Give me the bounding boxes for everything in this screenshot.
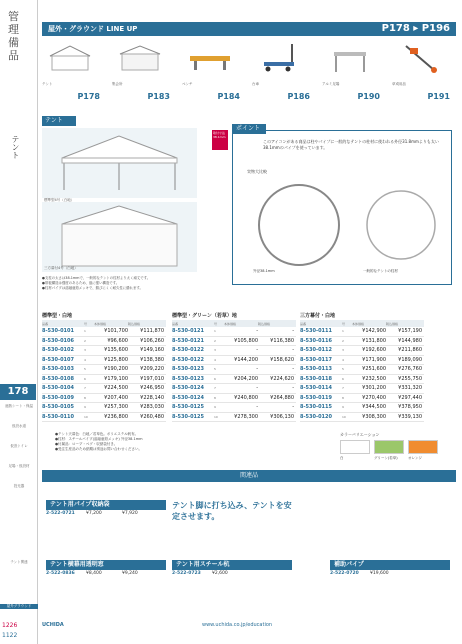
pipe-comparison xyxy=(241,177,451,277)
table-row: 8-530-0109 8 ¥207,400 ¥228,140 xyxy=(42,394,166,404)
table-row: 8-530-0106 2 ¥96,600 ¥106,260 xyxy=(42,337,166,347)
spec-list: ●支柱の太さは38.1mmで、一般的なテントの柱材より太く頑丈です。 ●帯板構造は強度のあるため、風に強い構造です。 ●柱材パイプは溶融亜鉛メッキで、錆びにくく耐久性に優れます。 xyxy=(42,276,151,290)
table-row: 8-530-0101 1 ¥101,700 ¥111,870 xyxy=(42,327,166,337)
table-row: 8-530-0120 10 ¥308,300 ¥339,130 xyxy=(300,413,424,423)
point-header: ポイント xyxy=(232,124,266,134)
table-row: 8-530-0121 2 ¥105,800 ¥116,380 xyxy=(172,337,296,347)
table-row: 8-530-0122 3 - - xyxy=(172,346,296,356)
table-row: 8-530-0118 6 ¥232,500 ¥255,750 xyxy=(300,375,424,385)
table-row: 8-530-0125 10 ¥278,300 ¥306,130 xyxy=(172,413,296,423)
page-ref: 1122 xyxy=(2,632,18,639)
photo2-caption: 三方幕付4号（白地） xyxy=(44,266,78,270)
brand: UCHIDA xyxy=(42,622,64,628)
table-row: 8-530-0124 7 - - xyxy=(172,384,296,394)
point-box xyxy=(232,130,452,285)
swatch-white xyxy=(340,440,370,454)
photo1-caption: 標準型4号（白地） xyxy=(44,198,75,202)
table-row: 8-530-0110 10 ¥236,800 ¥260,480 xyxy=(42,413,166,423)
table-row: 8-530-0111 1 ¥142,900 ¥157,190 xyxy=(300,327,424,337)
table-row: 8-530-0116 2 ¥131,800 ¥144,980 xyxy=(300,337,424,347)
thumb-scaffold[interactable]: アルミ足場 P190 xyxy=(322,38,380,86)
promo-text: テント脚に打ち込み、テントを安定させます。 xyxy=(172,501,292,521)
table-row: 8-530-0102 3 ¥135,600 ¥149,160 xyxy=(42,346,166,356)
sidebar-item-active[interactable]: 屋外グラウンド xyxy=(0,604,38,609)
table-threeside-white: 三方幕付・白地 品番 号 本体価格 税込価格 8-530-0111 1 ¥142,900 ¥157,190 8-530-0116 2 ¥131,800 ¥144,980 8-530-0112 3 ¥192,600 ¥211,860 8-530-0117 4 ¥171,900 ¥189,090 8-530-0113 5 ¥251,600 ¥276,760 8-530-0118 6 ¥232,500 ¥255,750 8-530-0114 7 ¥301,200 ¥331,320 8-530-0119 8 ¥270,400 ¥297,440 8-530-0115 9 ¥344,500 ¥378,950 8-530-0120 10 ¥308,300 ¥339,130 xyxy=(300,312,424,422)
thumb-tent[interactable]: テント P178 xyxy=(42,38,100,86)
banner-pages: P178 ▸ P196 xyxy=(381,23,450,34)
acc-support-pipe[interactable]: 補助パイプ 2-522-0720 ¥19,600 xyxy=(330,560,450,577)
lineup-thumbnails xyxy=(42,38,456,106)
table-row: 8-530-0113 5 ¥251,600 ¥276,760 xyxy=(300,365,424,375)
table-row: 8-530-0105 9 ¥257,300 ¥283,030 xyxy=(42,403,166,413)
table-standard-green: 標準型・グリーン（若草）地 品番 号 本体価格 税込価格 8-530-0121 1 - - 8-530-0121 2 ¥105,800 ¥116,380 8-530-0122 3 - - 8-530-0122 4 ¥144,200 ¥158,620 8-530-0123 5 - - 8-530-0123 6 ¥204,200 ¥224,620 8-530-0124 7 - - 8-530-0124 8 ¥240,800 ¥264,880 8-530-0125 9 - - 8-530-0125 10 ¥278,300 ¥306,130 xyxy=(172,312,296,422)
color-variations: カラーバリエーション 白 グリーン(若草) オレンジ xyxy=(340,432,450,467)
sidebar-item[interactable]: テント関連 xyxy=(10,560,28,564)
table-row: 8-530-0115 9 ¥344,500 ¥378,950 xyxy=(300,403,424,413)
small-pipe-label: 一般的なテントの柱材 xyxy=(363,269,398,273)
sidebar-item[interactable]: 足場・仮設材 xyxy=(8,464,30,468)
section-tent: テント xyxy=(42,116,76,126)
swatch-orange xyxy=(408,440,438,454)
left-sidebar xyxy=(0,0,38,644)
table-row: 8-530-0107 4 ¥125,800 ¥138,380 xyxy=(42,356,166,366)
sidebar-item[interactable]: 仮設トイレ xyxy=(10,444,28,448)
related-header: 関連品 xyxy=(42,470,456,482)
thumb-cart[interactable]: 台車 P186 xyxy=(252,38,310,86)
table-row: 8-530-0123 6 ¥204,200 ¥224,620 xyxy=(172,375,296,385)
acc-window[interactable]: テント横幕用透明窓 2-522-0836 ¥8,400 ¥9,240 xyxy=(46,560,166,577)
footer xyxy=(42,622,456,634)
compare-label: 実物大比較 xyxy=(247,169,267,174)
big-pipe-label: 外径38.1mm xyxy=(253,269,275,273)
category-title: 管理備品 xyxy=(8,10,19,62)
footer-url[interactable]: www.uchida.co.jp/education xyxy=(202,622,273,628)
page-number: 178 xyxy=(0,384,36,400)
thumb-mower[interactable]: 草刈用品 P191 xyxy=(392,38,450,86)
banner-title: 屋外・グラウンド LINE UP xyxy=(48,25,138,33)
sidebar-item[interactable]: 投光器 xyxy=(13,484,25,488)
point-text: このアイコンがある商品は柱やパイプに一般的なテントの柱材に使われる外径31.8mmよりも太い38.1mmのパイプを使っています。 xyxy=(263,139,439,150)
acc-steel-stake[interactable]: テント用スチール杭 2-522-0723 ¥2,600 xyxy=(172,560,292,577)
tent-label: テント xyxy=(11,135,20,159)
page-ref: 1226 xyxy=(2,622,18,629)
tent-photo-standard xyxy=(42,128,197,198)
table-row: 8-530-0112 3 ¥192,600 ¥211,860 xyxy=(300,346,424,356)
acc-pipe-bag[interactable]: テント用パイプ収納袋 2-522-0721 ¥7,200 ¥7,920 xyxy=(46,500,166,517)
table-row: 8-530-0119 8 ¥270,400 ¥297,440 xyxy=(300,394,424,404)
table-row: 8-530-0117 4 ¥171,900 ¥189,090 xyxy=(300,356,424,366)
table-row: 8-530-0103 5 ¥190,200 ¥209,220 xyxy=(42,365,166,375)
notes: ●テント天幕色：白地／若草色。ポリエステル帆布。 ●柱材：スチールパイプ(溶融亜鉛メッキ) 外径38.1mm ●付属品：ロープ・ペグ・収納袋付き。 ●受注生産品のため納期は別途お問い合わせください。 xyxy=(55,432,143,451)
table-row: 8-530-0104 7 ¥224,500 ¥246,950 xyxy=(42,384,166,394)
sidebar-item[interactable]: 遮熱シート・保温 xyxy=(5,404,33,408)
swatch-green xyxy=(374,440,404,454)
thumb-hall[interactable]: 集会所 P183 xyxy=(112,38,170,86)
lineup-banner xyxy=(42,22,456,36)
tent-photo-threeside xyxy=(42,202,197,272)
table-row: 8-530-0122 4 ¥144,200 ¥158,620 xyxy=(172,356,296,366)
table-row: 8-530-0108 6 ¥179,100 ¥197,010 xyxy=(42,375,166,385)
table-row: 8-530-0125 9 - - xyxy=(172,403,296,413)
sidebar-item[interactable]: 仮設水道 xyxy=(12,424,26,428)
table-row: 8-530-0124 8 ¥240,800 ¥264,880 xyxy=(172,394,296,404)
table-row: 8-530-0121 1 - - xyxy=(172,327,296,337)
table-row: 8-530-0114 7 ¥301,200 ¥331,320 xyxy=(300,384,424,394)
table-standard-white: 標準型・白地 品番 号 本体価格 税込価格 8-530-0101 1 ¥101,700 ¥111,870 8-530-0106 2 ¥96,600 ¥106,260 8-530-0102 3 ¥135,600 ¥149,160 8-530-0107 4 ¥125,800 ¥138,380 8-530-0103 5 ¥190,200 ¥209,220 8-530-0108 6 ¥179,100 ¥197,010 8-530-0104 7 ¥224,500 ¥246,950 8-530-0109 8 ¥207,400 ¥228,140 8-530-0105 9 ¥257,300 ¥283,030 8-530-0110 10 ¥236,800 ¥260,480 xyxy=(42,312,166,422)
table-row: 8-530-0123 5 - - xyxy=(172,365,296,375)
thumb-bench[interactable]: ベンチ P184 xyxy=(182,38,240,86)
badge-38mm: 取付寸法 38.1mm xyxy=(212,130,228,150)
